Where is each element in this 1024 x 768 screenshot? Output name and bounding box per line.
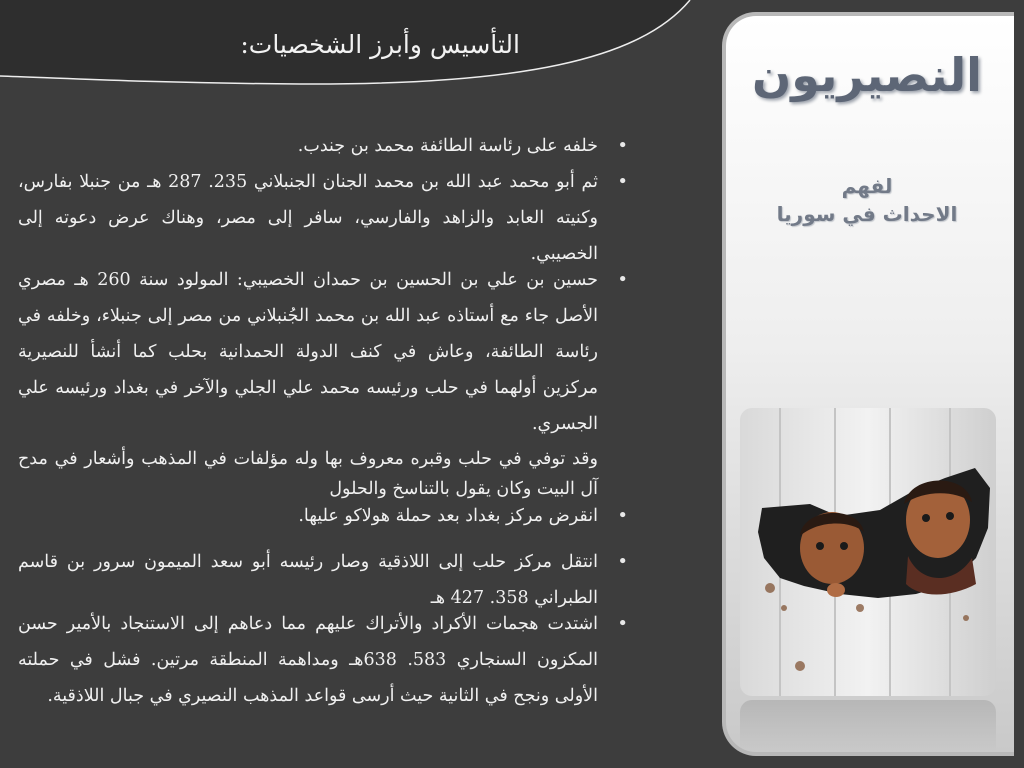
right-child-eye-2 [946,512,954,520]
list-item: وقد توفي في حلب وقبره معروف بها وله مؤلفات في المذهب وأشعار في مدح آل البيت وكان يقول بالتناسخ والحلول [18,449,598,499]
slide-title: التأسيس وأبرز الشخصيات: [240,30,520,59]
list-item: • انتقل مركز حلب إلى اللاذقية وصار رئيسه أبو سعد الميمون سرور بن قاسم الطبراني 358. 427 هـ [18,544,630,616]
list-item: • انقرض مركز بغداد بعد حملة هولاكو عليها. [18,498,630,534]
subtitle-line-1: لفهم [841,174,893,198]
left-child-eye [816,542,824,550]
side-subtitle [740,172,994,228]
right-child-eye [922,514,930,522]
subtitle-line-2: الاحداث في سوريا [776,202,958,226]
children-photo [740,408,996,696]
list-item: • خلفه على رئاسة الطائفة محمد بن جندب. [18,128,630,164]
content-list [18,128,630,714]
brand-title: النصيريون [752,48,982,102]
photo-reflection [740,700,996,752]
left-child-hand [827,583,845,597]
list-item: • حسين بن علي بن الحسين بن حمدان الخصيبي: المولود سنة 260 هـ مصري الأصل جاء مع أستاذه عبد الله بن محمد الجُنبلاني من مصر إلى جنبلاء، وخلفه في رئاسة الطائفة، وعاش في كنف الدولة الحمدانية بحلب كما أنشأ للنصيرية مركزين أولهما في حلب ورئيسه محمد علي الجلي والآخر في بغداد ورئيسه علي الجسري. [18,262,630,442]
list-item: • ثم أبو محمد عبد الله بن محمد الجنان الجنبلاني 235. 287 هـ من جنبلا بفارس، وكنيته العابد والزاهد والفارسي، سافر إلى مصر، وهناك عرض دعوته إلى الخصيبي. [18,164,630,272]
photo-illustration [740,408,996,696]
list-item: • اشتدت هجمات الأكراد والأتراك عليهم مما دعاهم إلى الاستنجاد بالأمير حسن المكزون السنجاري 583. 638هـ ومداهمة المنطقة مرتين. فشل في حملته الأولى ونجح في الثانية حيث أرسى قواعد المذهب النصيري في جبال اللاذقية. [18,606,630,714]
left-child-eye-2 [840,542,848,550]
